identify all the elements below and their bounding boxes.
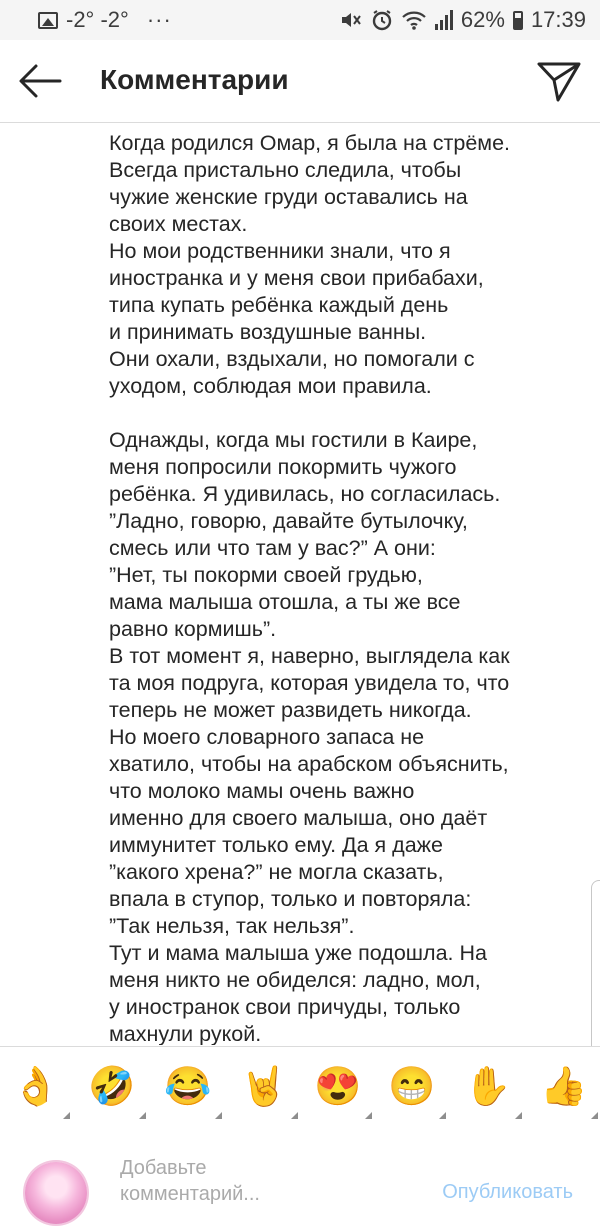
clock: 17:39: [530, 7, 586, 32]
arrow-left-icon: [16, 60, 64, 102]
paper-plane-icon: [536, 58, 582, 104]
raised-hand-emoji-button[interactable]: ✋: [460, 1061, 516, 1113]
weather-text: -2° -2°: [66, 7, 129, 32]
heart-eyes-emoji-button[interactable]: 😍: [310, 1061, 366, 1113]
battery-percent: 62%: [460, 7, 505, 32]
signal-icon: [435, 10, 453, 30]
publish-button[interactable]: Опубликовать: [442, 1181, 573, 1203]
emoji-bar: [0, 1046, 600, 1128]
comment-text: Когда родился Омар, я была на стрёме. Всегда пристально следила, чтобы чужие женские груди оставались на своих местах. Но мои родственники знали, что я иностранка и у меня свои прибабахи, типа купать ребёнка каждый день и принимать воздушные ванны. Они охали, вздыхали, но помогали с уходом, соблюдая мои правила. Однажды, когда мы гостили в Каире, меня попросили покормить чужого ребёнка. Я удивилась, но согласилась. ”Ладно, говорю, давайте бутылочку, смесь или что там у вас?” А они: ”Нет, ты покорми своей грудью, мама малыша отошла, а ты же все равно кормишь”. В тот момент я, наверно, выглядела как та моя подруга, которая увидела то, что теперь не может развидеть никогда. Но моего словарного запаса не хватило, чтобы на арабском объяснить, что молоко мамы очень важно именно для своего малыша, оно даёт иммунитет только ему. Да я даже ”какого хрена?” не могла сказать, впала в ступор, только и повторяла: ”Так нельзя, так нельзя”. Тут и мама малыша уже подошла. На меня никто не обиделся: ладно, мол, у иностранок свои причуды, только махнули рукой.: [109, 131, 510, 1045]
mute-icon: [339, 9, 363, 31]
rock-hand-emoji-button[interactable]: 🤘: [236, 1061, 292, 1113]
header: [0, 40, 600, 123]
gallery-icon: [38, 12, 58, 29]
wifi-icon: [401, 9, 427, 31]
grin-emoji-button[interactable]: 😁: [384, 1061, 440, 1113]
share-button[interactable]: [536, 58, 582, 104]
alarm-icon: [371, 9, 393, 31]
status-right: [339, 7, 586, 33]
status-bar: [0, 0, 600, 40]
rofl-emoji-button[interactable]: 🤣: [84, 1061, 140, 1113]
joy-emoji-button[interactable]: 😂: [160, 1061, 216, 1113]
comment-input[interactable]: [120, 1155, 390, 1211]
thumbs-up-emoji-button[interactable]: 👍: [536, 1061, 592, 1113]
ok-hand-emoji-button[interactable]: 👌: [8, 1061, 64, 1113]
status-left: [38, 7, 172, 33]
battery-icon: [513, 11, 523, 30]
avatar: [25, 1162, 87, 1224]
page-title: Комментарии: [100, 64, 289, 95]
back-button[interactable]: [16, 60, 64, 102]
more-notifications-icon: ···: [146, 7, 172, 32]
comment-composer: [0, 1127, 600, 1232]
